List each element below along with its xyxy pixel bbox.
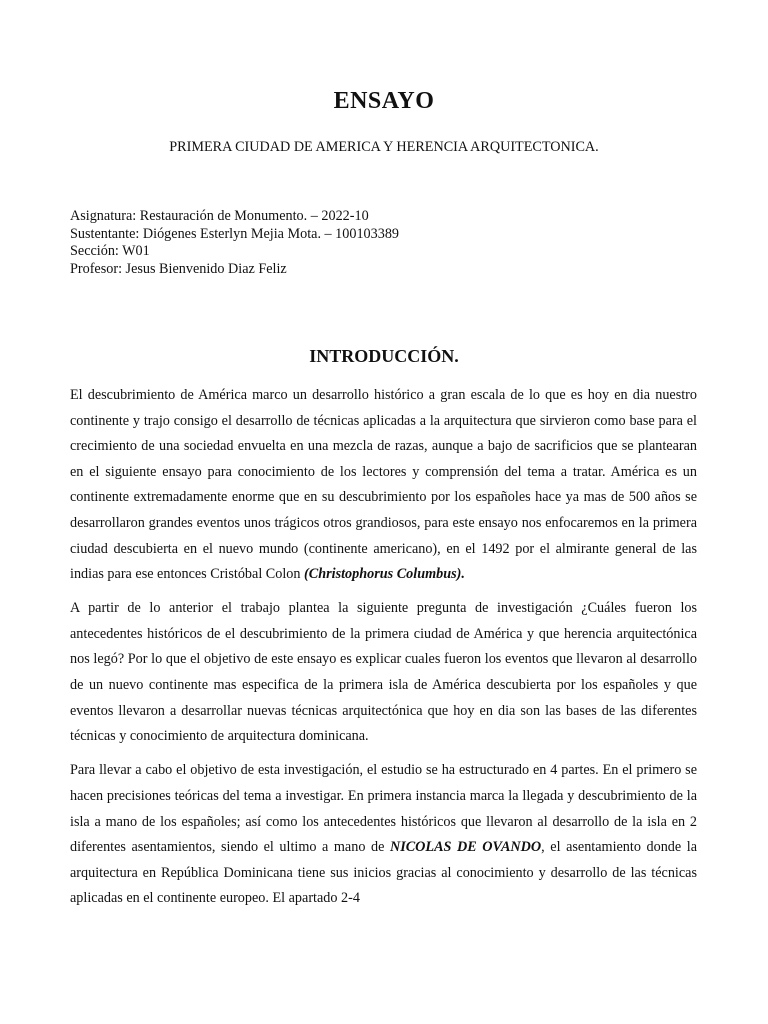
document-subtitle: PRIMERA CIUDAD DE AMERICA Y HERENCIA ARQUITECTONICA. <box>169 139 599 155</box>
paragraph-1-text: El descubrimiento de América marco un desarrollo histórico a gran escala de lo que es hoy en dia nuestro continente y trajo consigo el desarrollo de técnicas aplicadas a la arquitectura que sirvieron como base para el crecimiento de una sociedad envuelta en una mezcla de razas, aunque a bajo de sacrificios que se plantearan en el siguiente ensayo para conocimiento de los lectores y comprensión del tema a tratar. América es un continente extremadamente enorme que en su descubrimiento por los españoles hace ya mas de 500 años se desarrollaron grandes eventos unos trágicos otros grandiosos, para este ensayo nos enfocaremos en la primera ciudad descubierta en el nuevo mundo (continente americano), en el 1492 por el almirante general de las indias para ese entonces Cristóbal Colon <box>70 387 697 583</box>
meta-section: Sección: W01 <box>70 243 150 259</box>
introduction-heading: INTRODUCCIÓN. <box>309 346 459 366</box>
body-text <box>70 383 697 920</box>
paragraph-1 <box>70 383 697 588</box>
paragraph-3-text-b: , el asentamiento donde la arquitectura en República Dominicana tiene sus inicios gracias al conocimiento y desarrollo de las técnicas aplicadas en el continente europeo. El apartado 2-4 <box>70 839 697 907</box>
paragraph-2 <box>70 596 697 750</box>
metadata-block <box>70 208 710 278</box>
paragraph-3 <box>70 758 697 912</box>
paragraph-3-text-a: Para llevar a cabo el objetivo de esta investigación, el estudio se ha estructurado en 4 partes. En el primero se hacen precisiones teóricas del tema a investigar. En primera instancia marca la llegada y descubrimiento de la isla a mano de los españoles; así como los antecedentes históricos que llevaron al desarrollo de la isla en 2 diferentes asentamientos, siendo el ultimo a mano de <box>70 762 697 856</box>
document-title: ENSAYO <box>333 88 435 114</box>
paragraph-3-emphasis: NICOLAS DE OVANDO <box>389 839 542 856</box>
paragraph-1-emphasis: (Christophorus Columbus). <box>304 566 465 583</box>
paragraph-2-text: A partir de lo anterior el trabajo plantea la siguiente pregunta de investigación ¿Cuáles fueron los antecedentes históricos de el descubrimiento de la primera ciudad de América y que herencia arquitectónica nos legó? Por lo que el objetivo de este ensayo es explicar cuales fueron los eventos que llevaron al desarrollo de un nuevo continente mas especifica de la primera isla de América descubierta por los españoles y que eventos llevaron a desarrollar nuevas técnicas arquitectónica que hoy en dia son las bases de las diferentes técnicas y conocimiento de arquitectura dominicana. <box>70 600 697 745</box>
meta-subject: Asignatura: Restauración de Monumento. – 2022-10 <box>70 208 369 224</box>
meta-author: Sustentante: Diógenes Esterlyn Mejia Mota. – 100103389 <box>70 225 400 242</box>
meta-professor: Profesor: Jesus Bienvenido Diaz Feliz <box>70 260 287 277</box>
